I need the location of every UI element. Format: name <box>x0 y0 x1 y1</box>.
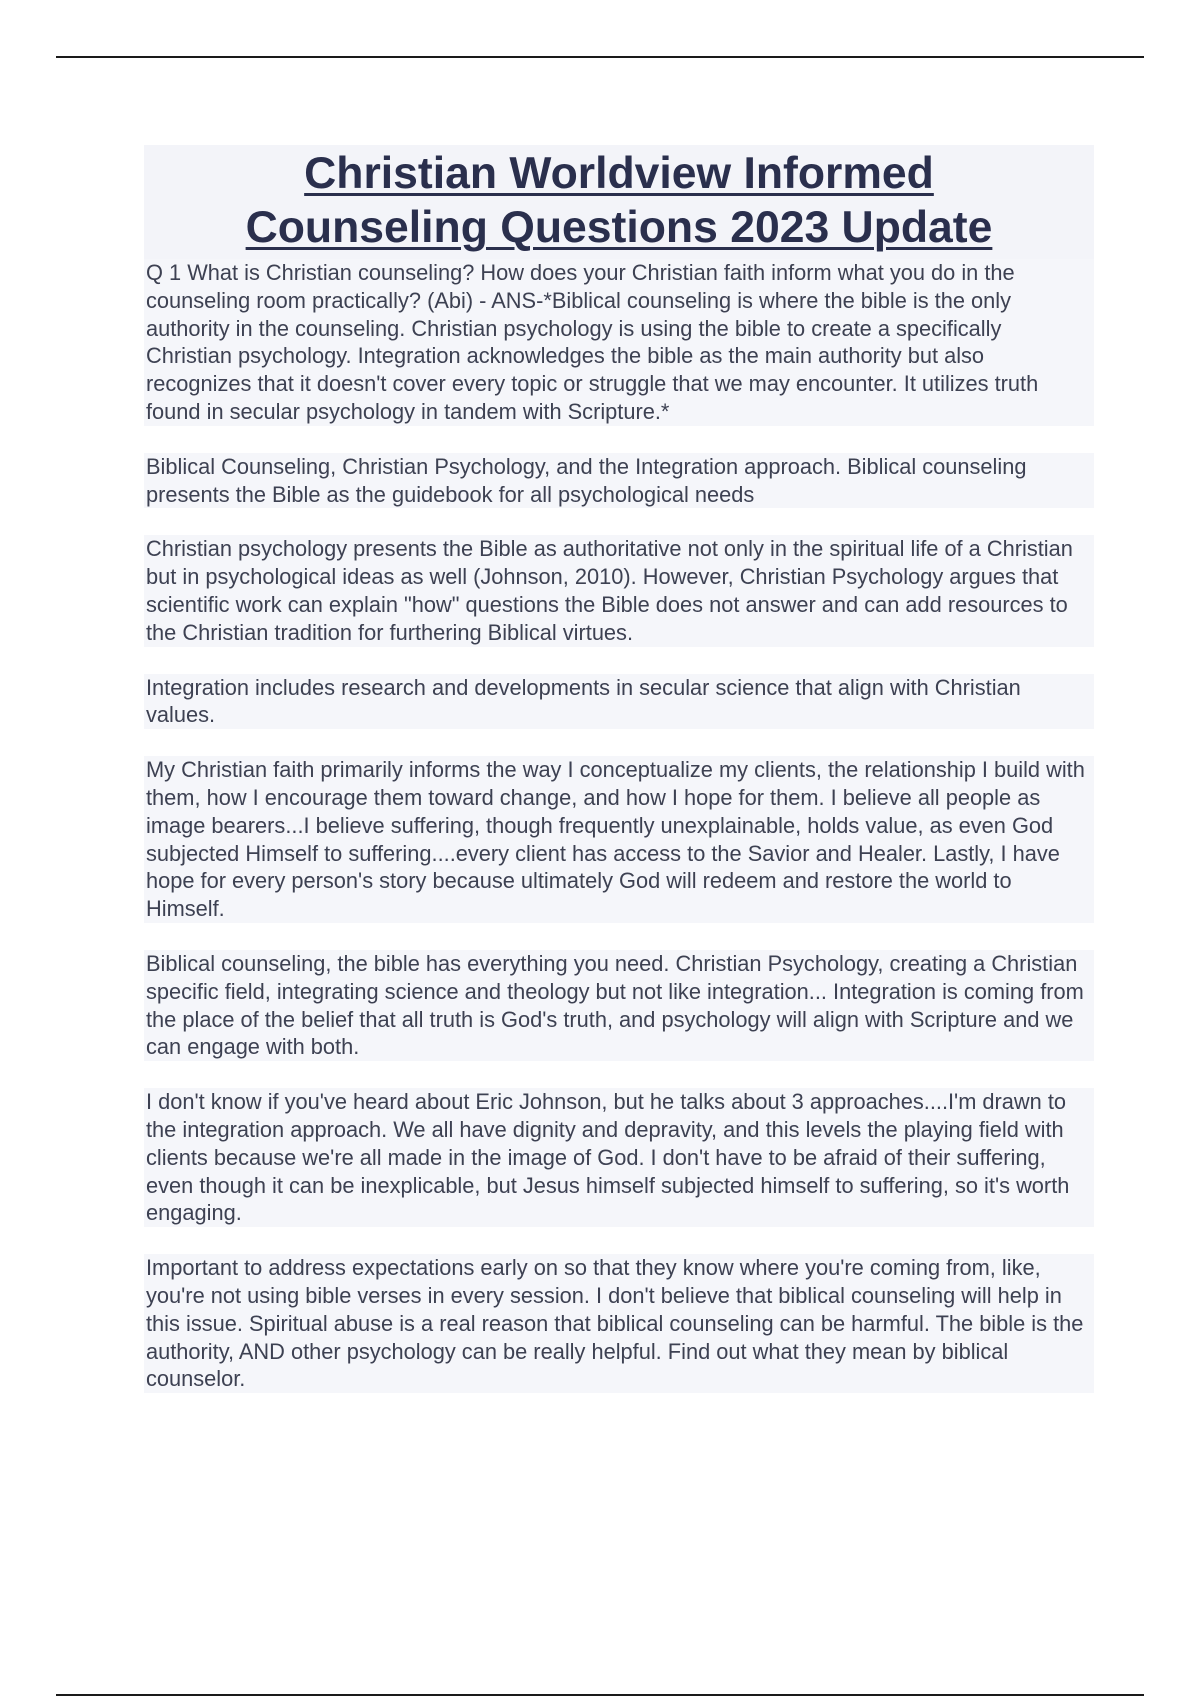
paragraph-question-1: Q 1 What is Christian counseling? How does your Christian faith inform what you do in the counseling room practically? (Abi) - ANS-*Biblical counseling is where the bible is the only authority in the counseling. Christian psychology is using the bible to create a specifically Christian psychology. Integration acknowledges the bible as the main authority but also recognizes that it doesn't cover every topic or struggle that we may encounter. It utilizes truth found in secular psychology in tandem with Scripture.* <box>144 259 1094 426</box>
paragraph-approaches-summary: Biblical counseling, the bible has everything you need. Christian Psychology, creating a Christian specific field, integrating science and theology but not like integration... Integration is coming from the place of the belief that all truth is God's truth, and psychology will align with Scripture and we can engage with both. <box>144 950 1094 1061</box>
paragraph-christian-psychology: Christian psychology presents the Bible as authoritative not only in the spiritual life of a Christian but in psychological ideas as well (Johnson, 2010). However, Christian Psychology argues that scientific work can explain "how" questions the Bible does not answer and can add resources to the Christian tradition for furthering Biblical virtues. <box>144 535 1094 646</box>
title-line-1: Christian Worldview Informed <box>304 149 934 198</box>
bottom-divider <box>56 1694 1144 1696</box>
paragraph-approaches-overview: Biblical Counseling, Christian Psychology, and the Integration approach. Biblical counseling presents the Bible as the guidebook for all psychological needs <box>144 453 1094 509</box>
paragraph-faith-informs: My Christian faith primarily informs the way I conceptualize my clients, the relationship I build with them, how I encourage them toward change, and how I hope for them. I believe all people as image bearers...I believe suffering, though frequently unexplainable, holds value, as even God subjected Himself to suffering....every client has access to the Savior and Healer. Lastly, I have hope for every person's story because ultimately God will redeem and restore the world to Himself. <box>144 756 1094 923</box>
paragraph-integration: Integration includes research and developments in secular science that align with Christian values. <box>144 674 1094 730</box>
paragraph-expectations: Important to address expectations early on so that they know where you're coming from, like, you're not using bible verses in every session. I don't believe that biblical counseling will help in this issue. Spiritual abuse is a real reason that biblical counseling can be harmful. The bible is the authority, AND other psychology can be really helpful. Find out what they mean by biblical counselor. <box>144 1254 1094 1393</box>
paragraph-eric-johnson: I don't know if you've heard about Eric Johnson, but he talks about 3 approaches....I'm drawn to the integration approach. We all have dignity and depravity, and this levels the playing field with clients because we're all made in the image of God. I don't have to be afraid of their suffering, even though it can be inexplicable, but Jesus himself subjected himself to suffering, so it's worth engaging. <box>144 1088 1094 1227</box>
top-divider <box>56 56 1144 58</box>
title-line-2: Counseling Questions 2023 Update <box>245 203 993 252</box>
document-title <box>144 145 1094 259</box>
document-body <box>144 145 1094 1420</box>
